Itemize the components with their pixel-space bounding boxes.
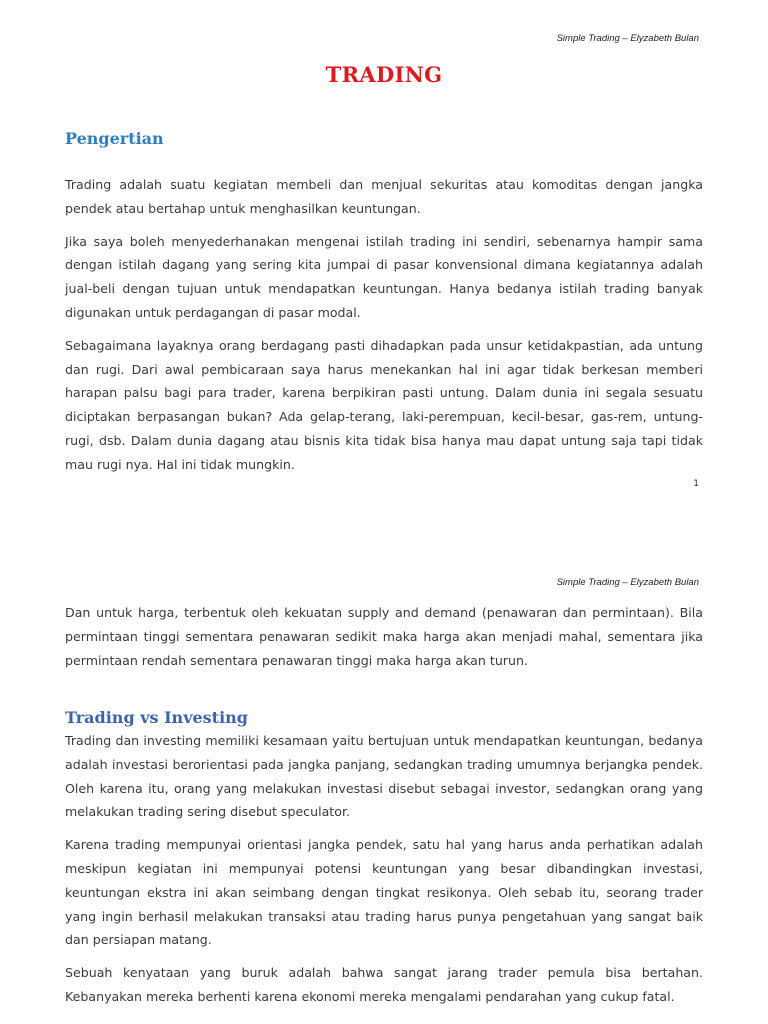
- intro-body: [65, 601, 703, 681]
- paragraph: Dan untuk harga, terbentuk oleh kekuatan supply and demand (penawaran dan permintaan). Bila permintaan tinggi sementara penawaran sedikit maka harga akan menjadi mahal, sementara jika permintaan rendah sementara penawaran tinggi maka harga akan turun.: [65, 605, 703, 668]
- section-heading-pengertian: Pengertian: [65, 129, 164, 148]
- page-number: 1: [693, 479, 699, 489]
- paragraph: Sebagaimana layaknya orang berdagang pasti dihadapkan pada unsur ketidakpastian, ada untung dan rugi. Dari awal pembicaraan saya harus menekankan hal ini agar tidak berkesan memberi harapan palsu bagi para trader, karena berpikiran pasti untung. Dalam dunia ini segala sesuatu diciptakan berpasangan bukan? Ada gelap-terang, laki-perempuan, kecil-besar, gas-rem, untung-rugi, dsb. Dalam dunia dagang atau bisnis kita tidak bisa hanya mau dapat untung saja tapi tidak mau rugi nya. Hal ini tidak mungkin.: [65, 337, 703, 472]
- section-body-trading-vs-investing: [65, 729, 703, 1018]
- paragraph: Trading dan investing memiliki kesamaan yaitu bertujuan untuk mendapatkan keuntungan, bedanya adalah investasi berorientasi pada jangka panjang, sedangkan trading umumnya berjangka pendek. Oleh karena itu, orang yang melakukan investasi disebut sebagai investor, sedangkan orang yang melakukan trading sering disebut speculator.: [65, 733, 703, 820]
- paragraph: Sebuah kenyataan yang buruk adalah bahwa sangat jarang trader pemula bisa bertahan. Kebanyakan mereka berhenti karena ekonomi mereka mengalami pendarahan yang cukup fatal.: [65, 965, 703, 1004]
- paragraph: Trading adalah suatu kegiatan membeli dan menjual sekuritas atau komoditas dengan jangka pendek atau bertahap untuk menghasilkan keuntungan.: [65, 177, 703, 216]
- section-heading-trading-vs-investing: Trading vs Investing: [65, 708, 248, 727]
- paragraph: Karena trading mempunyai orientasi jangka pendek, satu hal yang harus anda perhatikan adalah meskipun kegiatan ini mempunyai potensi keuntungan yang besar dibandingkan investasi, keuntungan ekstra ini akan seimbang dengan tingkat resikonya. Oleh sebab itu, seorang trader yang ingin berhasil melakukan transaksi atau trading harus punya pengetahuan yang sangat baik dan persiapan matang.: [65, 837, 703, 948]
- document-title: TRADING: [325, 62, 443, 87]
- paragraph: Jika saya boleh menyederhanakan mengenai istilah trading ini sendiri, sebenarnya hampir sama dengan istilah dagang yang sering kita jumpai di pasar konvensional dimana kegiatannya adalah jual-beli dengan tujuan untuk mendapatkan keuntungan. Hanya bedanya istilah trading banyak digunakan untuk perdagangan di pasar modal.: [65, 233, 703, 320]
- running-header: Simple Trading – Elyzabeth Bulan: [556, 33, 699, 44]
- running-header: Simple Trading – Elyzabeth Bulan: [556, 577, 699, 588]
- section-body-pengertian: [65, 173, 703, 486]
